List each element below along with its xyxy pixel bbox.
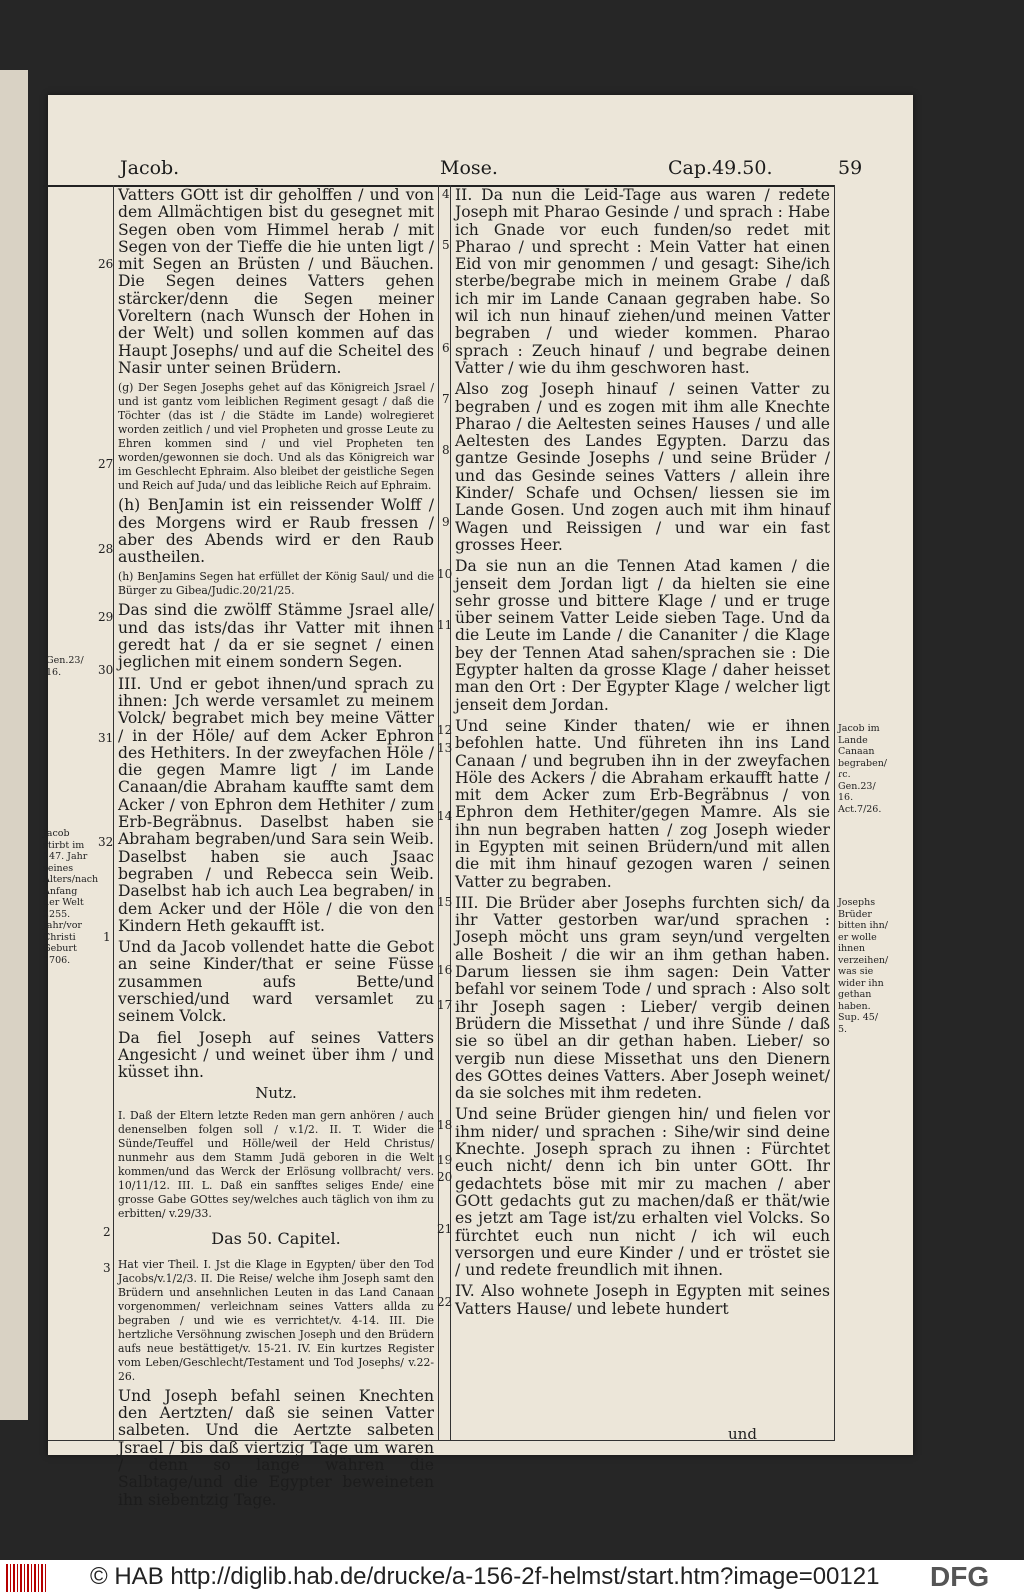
line-number: 4 [442, 187, 450, 201]
line-number: 10 [437, 567, 453, 581]
right-frame-rule [834, 185, 835, 1440]
line-number: 27 [98, 457, 114, 471]
chapter-summary: Hat vier Theil. I. Jst die Klage in Egypten/ über den Tod Jacobs/v.1/2/3. II. Die Reise/ welche ihm Joseph samt den Brüdern und ansehnlichen Leuten in das Land Canaan vorgenommen/ verleichnam seines Vatters allda zu begraben / und wie es verrichtet/v. 4-14. III. Die hertzliche Versöhnung zwischen Joseph und den Brüdern aufs neue bestättiget/v. 15-21. IV. Ein kurtzes Register vom Leben/Geschlecht/Testament und Tod Josephs/ v.22-26. [118, 1257, 434, 1383]
source-url[interactable]: © HAB http://diglib.hab.de/drucke/a-156-2f-helmst/start.htm?image=00121 [90, 1563, 880, 1590]
line-number: 21 [437, 1222, 453, 1236]
book-page [43, 95, 913, 1509]
line-number: 30 [98, 663, 114, 677]
line-number: 11 [437, 618, 453, 632]
barcode-icon [6, 1564, 46, 1592]
header-left: Jacob. [120, 157, 180, 179]
line-number: 3 [103, 1261, 111, 1275]
verse-50-1: Da fiel Joseph auf seines Vatters Angesicht / und weinet über ihm / und küsset ihn. [118, 1028, 434, 1082]
line-number: 9 [442, 515, 450, 529]
line-number: 2 [103, 1225, 111, 1239]
dfg-logo: DFG [930, 1561, 990, 1592]
left-frame-rule [113, 185, 114, 1440]
verse-27: (h) BenJamin ist ein reissender Wolff / des Morgens wird er Raub fressen / aber des Abends wird er den Raub austheilen. [118, 496, 434, 567]
line-number: 31 [98, 731, 114, 745]
verse-50-12: Und seine Kinder thaten/ wie er ihnen befohlen hatte. Und führeten ihn ins Land Canaan / und begruben ihn in der zweyfachen Höle des Ackers / die Abraham erkaufft hatte / mit dem Acker zum Erb-Begräbnus / von Ephron dem Hethiter/gegen Mamre. Als sie ihn nun begraben hatten / zog Joseph wieder in Egypten mit seinen Brüdern/und mit allen die mit ihm hinauf gezogen waren / seinen Vatter zu begraben. [455, 716, 830, 891]
margin-note-jacob-dies: Jacob stirbt im 147. Jahr seines Alters/nach Anfang der Welt 2255. Jahr/vor Christi Geburt 1706. [43, 828, 99, 966]
line-number: 32 [98, 835, 114, 849]
note-h: (h) BenJamins Segen hat erfüllet der König Saul/ und die Bürger zu Gibea/Judic.20/21/25. [118, 570, 434, 598]
margin-note-gen23: Gen.23/ 16. [46, 655, 84, 678]
line-number: 12 [437, 723, 453, 737]
line-number: 5 [442, 238, 450, 252]
chapter-title: Das 50. Capitel. [211, 1228, 341, 1248]
note-g: (g) Der Segen Josephs gehet auf das Königreich Jsrael / und ist gantz vom leiblichen Regiment gesagt / daß die Töchter (das ist / die Städte im Lande) wolregieret worden zeitlich / und viel Propheten und grosse Leute zu Ehren kommen sind / und viel Propheten ten worden/gewonnen sie doch. Und als das Königreich war im Geschlecht Ephraim. Also bleibet der geistliche Segen und Reich auf Juda/ und das leibliche Reich auf Ephraim. [118, 381, 434, 493]
line-number: 7 [442, 392, 450, 406]
nutz-heading: Nutz. [255, 1084, 297, 1103]
catchword: und [728, 1425, 757, 1443]
page-number: 59 [838, 157, 863, 179]
line-number: 28 [98, 542, 114, 556]
line-number: 16 [437, 963, 453, 977]
left-column [118, 187, 434, 1513]
line-number: 14 [437, 809, 453, 823]
verse-28: Das sind die zwölff Stämme Jsrael alle/ und das ists/das ihr Vatter mit ihnen geredt hat / da er sie segnet / einen jeglichen mit einem sondern Segen. [118, 601, 434, 672]
line-number: 19 [437, 1153, 453, 1167]
verse-50-15: III. Die Brüder aber Josephs furchten sich/ da ihr Vatter gestorben war/und sprachen : Joseph möcht uns gram seyn/und vergelten alle Bosheit / die wir an ihm gethan haben. Darum liessen sie ihm sagen: Dein Vatter befahl vor seinem Tode / und sprach : Also solt ihr Joseph sagen : Lieber/ vergib deinen Brüdern die Missethat / und ihre Sünde / daß sie so übel an dir gethan haben. Lieber/ so vergib nun diese Missethat uns den Dienern des GOttes deines Vatters. Aber Joseph weinet/ da sie solches mit ihm redeten. [455, 893, 830, 1103]
line-number: 6 [442, 341, 450, 355]
line-number: 1 [103, 930, 111, 944]
line-number: 13 [437, 741, 453, 755]
line-number: 18 [437, 1118, 453, 1132]
line-number: 20 [437, 1170, 453, 1184]
line-number: 29 [98, 610, 114, 624]
line-number: 8 [442, 443, 450, 457]
footer-bar [0, 1560, 1024, 1596]
running-header [48, 157, 913, 181]
line-number: 26 [98, 257, 114, 271]
verse-50-10: Da sie nun an die Tennen Atad kamen / die jenseit dem Jordan ligt / da hielten sie eine sehr grosse und bittere Klage / und er truge über seinem Vatter Leide sieben Tage. Und da die Leute im Lande / die Cananiter / die Klage bey der Tennen Atad sahen/sprachen sie : Die Egypter halten da grosse Klage / daher heisset man den Ort : Der Egypter Klage / welcher ligt jenseit dem Jordan. [455, 557, 830, 714]
margin-note-brothers: Josephs Brüder bitten ihn/ er wolle ihnen verzeihen/ was sie wider ihn gethan haben. Sup. 45/ 5. [838, 897, 889, 1035]
header-right: Cap.49.50. [668, 157, 773, 179]
line-number: 17 [437, 998, 453, 1012]
verse-50-22: IV. Also wohnete Joseph in Egypten mit seines Vatters Hause/ und lebete hundert [455, 1282, 830, 1318]
line-number: 22 [437, 1295, 453, 1309]
margin-note-jacob-buried: Jacob im Lande Canaan begraben/ ɾc. Gen.23/ 16. Act.7/26. [838, 723, 888, 815]
header-center: Mose. [440, 157, 498, 179]
right-column [455, 187, 830, 1322]
nutz-text: I. Daß der Eltern letzte Reden man gern anhören / auch denenselben folgen soll / v.1/2. II. T. Wider die Sünde/Teuffel und Hölle/weil der Held Christus/ nunmehr aus dem Stamm Judä geboren in die Welt kommen/und das Werck der Erlösung vollbracht/ vers. 10/11/12. III. L. Daß ein sanfftes seliges Ende/ eine grosse Gabe GOttes sey/welches auch täglich von ihm zu erbitten/ v.29/33. [118, 1108, 434, 1220]
verse-50-18: Und seine Brüder giengen hin/ und fielen vor ihm nider/ und sprachen : Sihe/wir sind deine Knechte. Joseph sprach zu ihnen : Fürchtet euch nicht/ denn ich bin unter GOtt. Ihr gedachtets böse mit mir zu machen / aber GOtt gedachts gut zu machen/daß er thät/wie es jetzt am Tage ist/zu erhalten viel Volcks. So fürchtet euch nun nicht / ich wil euch versorgen und eure Kinder / und er tröstet sie / und redete freundlich mit ihnen. [455, 1105, 830, 1280]
previous-page-edge [0, 70, 28, 1420]
verse-32: Und da Jacob vollendet hatte die Gebot an seine Kinder/that er seine Füsse zusammen aufs Bette/und verschied/und ward versamlet zu seinem Volck. [118, 938, 434, 1026]
verse-29: III. Und er gebot ihnen/und sprach zu ihnen: Jch werde versamlet zu meinem Volck/ begrabet mich bey meine Vätter / in der Höle/ auf dem Acker Ephron des Hethiters. In der zweyfachen Höle / die gegen Mamre ligt / im Lande Canaan/die Abraham kauffte samt dem Acker / von Ephron dem Hethiter / zum Erb-Begräbnus. Daselbst haben sie Abraham begraben/und Sara sein Weib. Daselbst haben sie auch Jsaac begraben / und Rebecca sein Weib. Daselbst hab ich auch Lea begraben/ in dem Acker und der Höle / die von den Kindern Heth gekaufft ist. [118, 674, 434, 935]
verse-50-4: II. Da nun die Leid-Tage aus waren / redete Joseph mit Pharao Gesinde / und sprach : Habe ich Gnade vor euch funden/so redet mit Pharao / und sprecht : Mein Vatter hat einen Eid von mir genommen / und gesagt: Sihe/ich sterbe/begrabe mich in meinem Grabe / daß ich mir im Lande Canaan gegraben habe. So wil ich nun hinauf ziehen/und meinen Vatter begraben / und wieder kommen. Pharao sprach : Zeuch hinauf / und begrabe deinen Vatter / wie du ihm geschworen hast. [455, 186, 830, 377]
blessing-paragraph: Vatters GOtt ist dir geholffen / und von dem Allmächtigen bist du gesegnet mit Segen oben vom Himmel herab / mit Segen von der Tieffe die hie unten ligt / mit Segen an Brüsten / und Bäuchen. Die Segen deines Vatters gehen stärcker/denn die Segen meiner Voreltern (nach Wunsch der Hohen in der Welt) und sollen kommen auf das Haupt Josephs/ und auf die Scheitel des Nasir unter seinen Brüdern. [118, 186, 434, 377]
verse-50-7: Also zog Joseph hinauf / seinen Vatter zu begraben / und es zogen mit ihm alle Knechte Pharao / die Aeltesten seines Hauses / und alle Aeltesten des Landes Egypten. Darzu das gantze Gesinde Josephs / und seine Brüder / und das Gesinde seines Vatters / allein ihre Kinder/ Schafe und Ochsen/ liessen sie im Lande Gosen. Und zogen auch mit ihm hinauf Wagen und Reissigen / und war ein fast grosses Heer. [455, 380, 830, 554]
line-number: 15 [437, 895, 453, 909]
verse-50-2: Und Joseph befahl seinen Knechten den Aertzten/ daß sie seinen Vatter salbeten. Und die Aertzte salbeten Jsrael / bis daß viertzig Tage um waren / denn so lange währen die Salbtage/und die Egypter beweineten ihn siebentzig Tage. [118, 1386, 434, 1509]
